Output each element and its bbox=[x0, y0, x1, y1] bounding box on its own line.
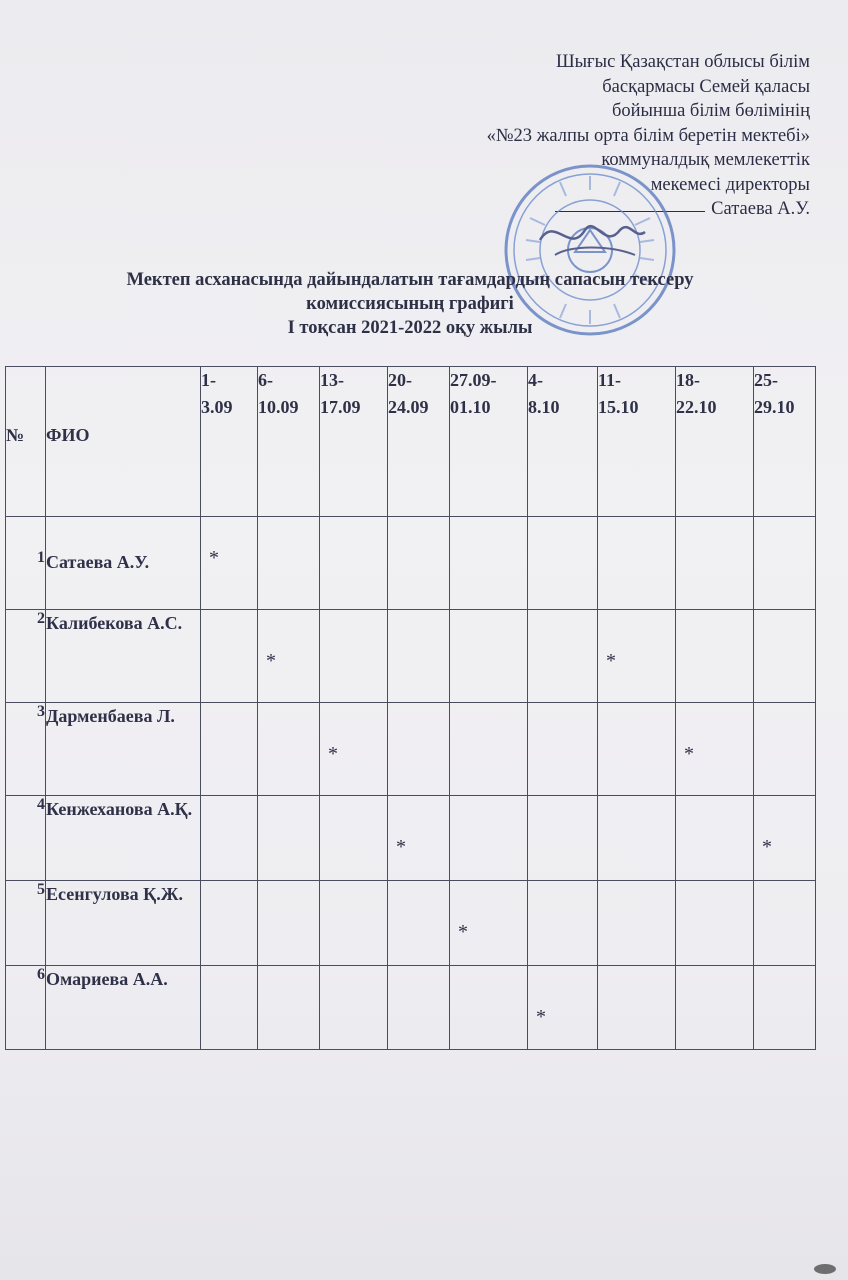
inspection-mark: * bbox=[458, 921, 468, 943]
table-row bbox=[6, 796, 816, 881]
table-row bbox=[6, 703, 816, 796]
schedule-cell bbox=[754, 610, 816, 703]
schedule-cell bbox=[258, 796, 320, 881]
member-name: Сатаева А.У. bbox=[46, 517, 201, 610]
schedule-cell bbox=[201, 610, 258, 703]
schedule-cell bbox=[450, 703, 528, 796]
schedule-cell bbox=[201, 966, 258, 1050]
schedule-cell bbox=[528, 796, 598, 881]
title-line: І тоқсан 2021-2022 оқу жылы bbox=[287, 318, 533, 338]
schedule-cell bbox=[528, 610, 598, 703]
schedule-cell bbox=[598, 610, 676, 703]
title-line: Мектеп асханасында дайындалатын тағамдардың сапасын тексеру bbox=[126, 270, 694, 290]
schedule-cell bbox=[676, 966, 754, 1050]
schedule-cell bbox=[388, 881, 450, 966]
schedule-table bbox=[5, 366, 816, 1050]
schedule-cell bbox=[320, 966, 388, 1050]
schedule-cell bbox=[201, 703, 258, 796]
header-number: № bbox=[6, 367, 46, 517]
schedule-cell bbox=[258, 966, 320, 1050]
inspection-mark: * bbox=[266, 650, 276, 672]
header-name: ФИО bbox=[46, 367, 201, 517]
schedule-cell bbox=[450, 966, 528, 1050]
inspection-mark: * bbox=[684, 743, 694, 765]
member-name: Омариева А.А. bbox=[46, 966, 201, 1050]
schedule-cell bbox=[528, 966, 598, 1050]
schedule-cell bbox=[598, 881, 676, 966]
schedule-cell bbox=[320, 610, 388, 703]
schedule-cell bbox=[598, 517, 676, 610]
schedule-cell bbox=[450, 881, 528, 966]
approval-line: басқармасы Семей қаласы bbox=[602, 76, 810, 97]
row-number: 5 bbox=[6, 881, 46, 966]
schedule-cell bbox=[388, 610, 450, 703]
schedule-cell bbox=[598, 966, 676, 1050]
table-header-row bbox=[6, 367, 816, 517]
schedule-cell bbox=[201, 881, 258, 966]
schedule-cell bbox=[201, 796, 258, 881]
row-number: 3 bbox=[6, 703, 46, 796]
inspection-mark: * bbox=[328, 743, 338, 765]
schedule-cell bbox=[598, 703, 676, 796]
schedule-cell bbox=[676, 610, 754, 703]
approval-line: коммуналдық мемлекеттік bbox=[601, 150, 810, 170]
schedule-cell bbox=[676, 703, 754, 796]
approval-line: мекемесі директоры bbox=[650, 174, 810, 195]
schedule-cell bbox=[320, 703, 388, 796]
header-week: 18- 22.10 bbox=[676, 367, 754, 517]
schedule-cell bbox=[450, 517, 528, 610]
approval-line: Шығыс Қазақстан облысы білім bbox=[555, 52, 810, 72]
schedule-cell bbox=[388, 966, 450, 1050]
schedule-cell bbox=[258, 517, 320, 610]
inspection-mark: * bbox=[536, 1006, 546, 1028]
schedule-cell bbox=[754, 703, 816, 796]
header-week: 6- 10.09 bbox=[258, 367, 320, 517]
inspection-mark: * bbox=[762, 836, 772, 858]
document-title bbox=[40, 268, 780, 340]
header-week: 20- 24.09 bbox=[388, 367, 450, 517]
schedule-cell bbox=[676, 881, 754, 966]
signer-name: Сатаева А.У. bbox=[711, 199, 810, 219]
schedule-cell bbox=[754, 517, 816, 610]
schedule-cell bbox=[528, 517, 598, 610]
schedule-cell bbox=[528, 703, 598, 796]
inspection-mark: * bbox=[209, 547, 219, 569]
schedule-cell bbox=[450, 796, 528, 881]
schedule-cell bbox=[754, 966, 816, 1050]
approval-line: «№23 жалпы орта білім беретін мектебі» bbox=[486, 125, 810, 146]
schedule-cell bbox=[320, 881, 388, 966]
schedule-cell bbox=[258, 703, 320, 796]
member-name: Дарменбаева Л. bbox=[46, 703, 201, 796]
table-row bbox=[6, 881, 816, 966]
schedule-cell bbox=[528, 881, 598, 966]
member-name: Есенгулова Қ.Ж. bbox=[46, 881, 201, 966]
schedule-cell bbox=[676, 517, 754, 610]
schedule-cell bbox=[320, 517, 388, 610]
schedule-cell bbox=[754, 796, 816, 881]
row-number: 6 bbox=[6, 966, 46, 1050]
schedule-cell bbox=[258, 610, 320, 703]
row-number: 2 bbox=[6, 610, 46, 703]
title-line: комиссиясының графигі bbox=[306, 294, 514, 314]
schedule-cell bbox=[388, 796, 450, 881]
member-name: Кенжеханова А.Қ. bbox=[46, 796, 201, 881]
schedule-cell bbox=[258, 881, 320, 966]
table-row bbox=[6, 966, 816, 1050]
schedule-cell bbox=[754, 881, 816, 966]
header-week: 13- 17.09 bbox=[320, 367, 388, 517]
inspection-mark: * bbox=[606, 650, 616, 672]
page-corner-mark bbox=[814, 1264, 836, 1274]
schedule-cell bbox=[598, 796, 676, 881]
header-week: 25- 29.10 bbox=[754, 367, 816, 517]
schedule-cell bbox=[450, 610, 528, 703]
schedule-cell bbox=[388, 703, 450, 796]
schedule-cell bbox=[201, 517, 258, 610]
inspection-mark: * bbox=[396, 836, 406, 858]
header-week: 11- 15.10 bbox=[598, 367, 676, 517]
header-week: 4- 8.10 bbox=[528, 367, 598, 517]
row-number: 1 bbox=[6, 517, 46, 610]
table-row bbox=[6, 517, 816, 610]
header-week: 27.09- 01.10 bbox=[450, 367, 528, 517]
row-number: 4 bbox=[6, 796, 46, 881]
schedule-cell bbox=[320, 796, 388, 881]
member-name: Калибекова А.С. bbox=[46, 610, 201, 703]
approval-line: бойынша білім бөлімінің bbox=[611, 101, 810, 121]
schedule-cell bbox=[388, 517, 450, 610]
header-week: 1- 3.09 bbox=[201, 367, 258, 517]
table-row bbox=[6, 610, 816, 703]
schedule-cell bbox=[676, 796, 754, 881]
